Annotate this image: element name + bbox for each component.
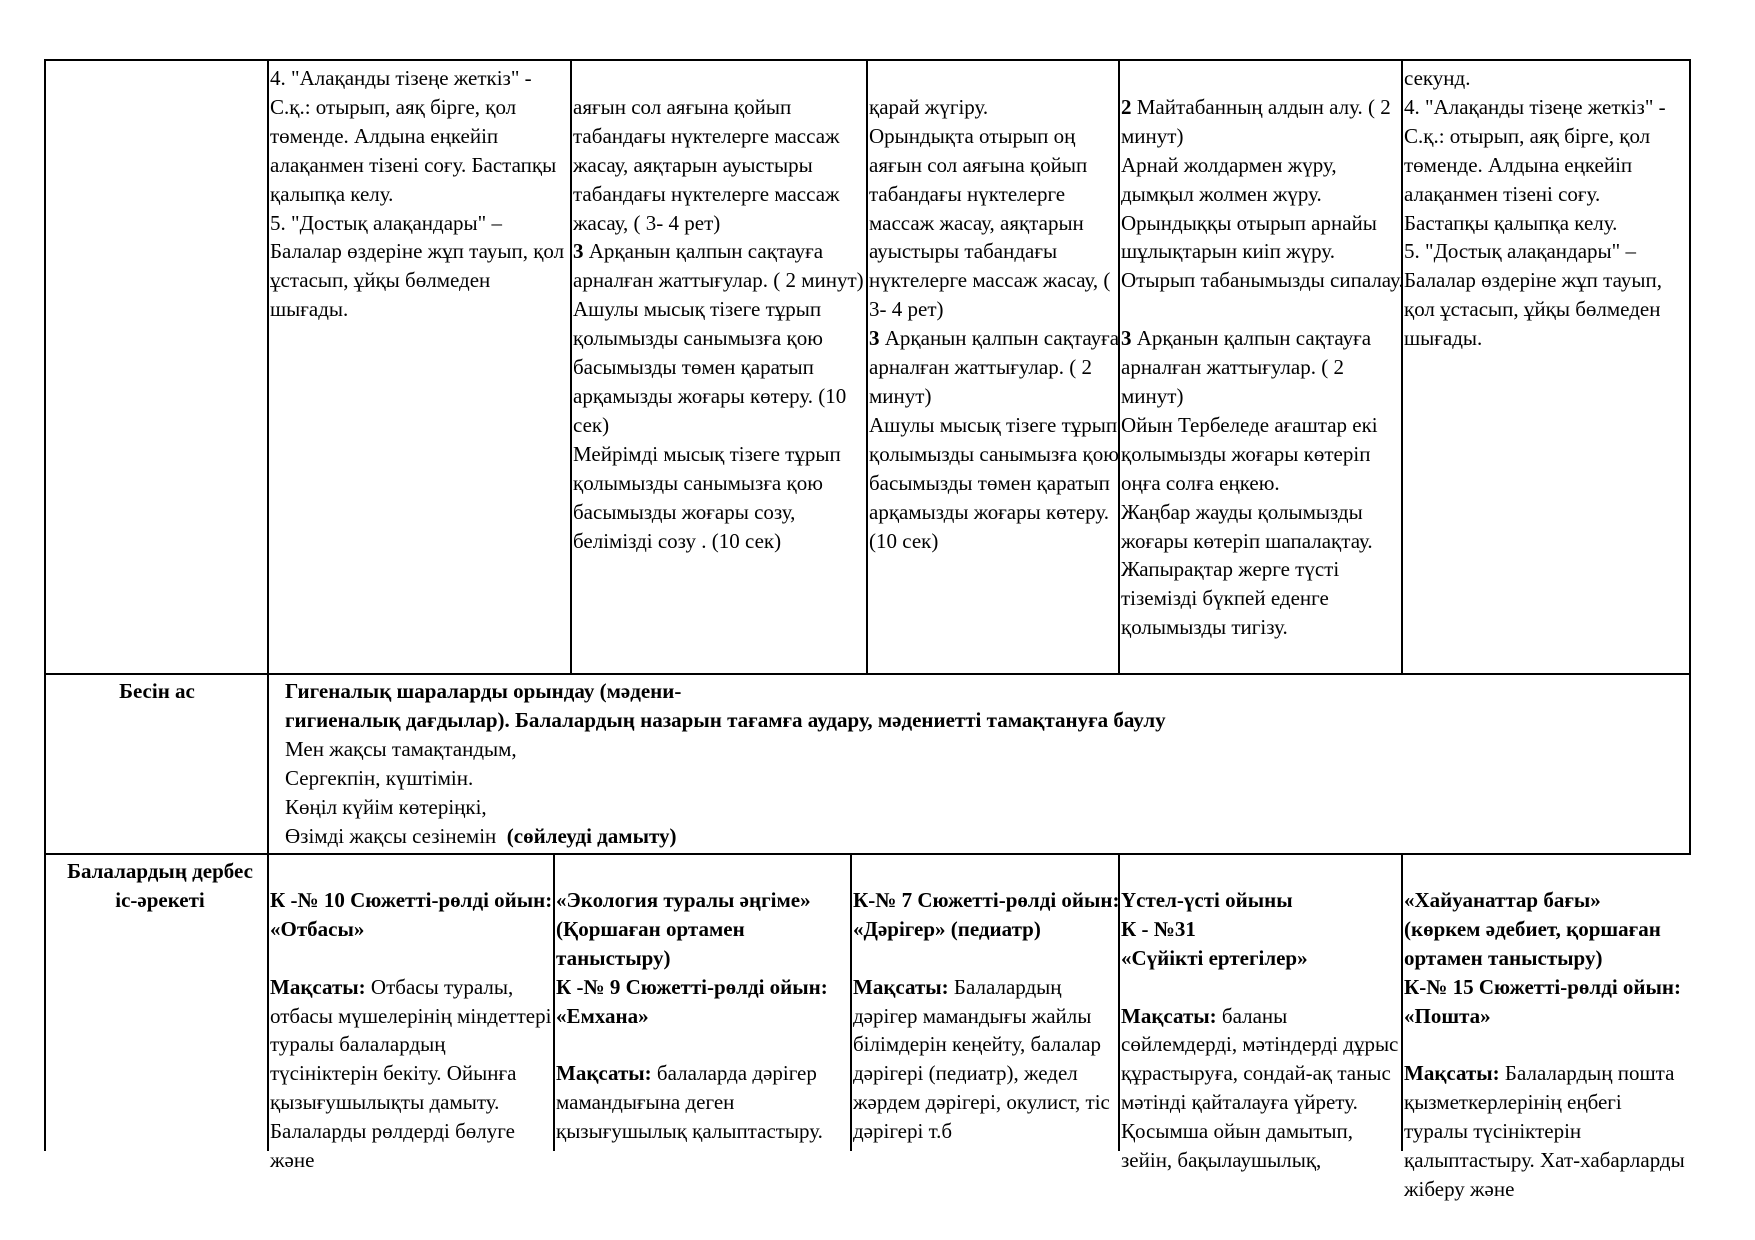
- row3-col1-title: К -№ 10 Сюжетті-рөлді ойын: «Отбасы»: [270, 887, 553, 941]
- row2-bold-line-2: гигиеналық дағдылар). Балалардың назарын тағамға аудару, мәдениетті тамақтануға баулу: [285, 707, 1166, 732]
- row3-col4: [1121, 857, 1404, 1173]
- row3-col2-title: «Экология туралы әңгіме» (Қоршаған ортамен таныстыру) К -№ 9 Сюжетті-рөлді ойын: «Емхана»: [556, 887, 828, 1028]
- goal-label: Мақсаты:: [1121, 1003, 1217, 1028]
- row1-col2-text-a: аяғын сол аяғына қойып табандағы нүктелерге массаж жасау, аяқтарын ауыстыры табандағы нүктелерге массаж жасау, ( 3- 4 рет): [573, 94, 840, 235]
- row3-col2-goal: [556, 1059, 852, 1146]
- row1-col3-text-b: Арқанын қалпын сақтауға арналған жаттығулар. ( 2 минут) Ашулы мысық тізеге тұрып қолымызды санымызға қою басымызды төмен қаратып арқамызды жоғары көтеру. (10 сек): [869, 326, 1120, 553]
- step-number: 3: [573, 239, 584, 264]
- row1-col-divider-1: [570, 59, 572, 675]
- goal-text: Балалардың дәрігер мамандығы жайлы білімдерін кеңейту, балалар дәрігері (педиатр), жедел жәрдем дәрігері, окулист, тіс дәрігері т.б: [853, 974, 1110, 1144]
- goal-label: Мақсаты:: [1404, 1061, 1500, 1086]
- step-number: 2: [1121, 94, 1132, 119]
- row3-col5-goal: [1404, 1059, 1689, 1204]
- row1-col4-block-b: [1121, 324, 1404, 642]
- row2-content: [285, 677, 1685, 853]
- row3-header: Балалардың дербес іс-әрекеті: [67, 859, 253, 912]
- row1-col4-text-a: Майтабанның алдын алу. ( 2 минут) Арнай жолдармен жүру, дымқыл жолмен жүру. Орындыққы отырып арнайы шұлықтарын киіп жүру. Отырып табанымызды сипалау.: [1121, 94, 1404, 293]
- goal-label: Мақсаты:: [853, 974, 949, 999]
- goal-text: балаларда дәрігер мамандығына деген қызығушылық қалыптастыру.: [556, 1061, 823, 1144]
- goal-text: Балалардың пошта қызметкерлерінің еңбегі туралы түсініктерін қалыптастыру. Хат-хабарларды жіберу және: [1404, 1061, 1685, 1201]
- row1-col4-text-b: Арқанын қалпын сақтауға арналған жаттығулар. ( 2 минут) Ойын Тербеледе ағаштар екі қолымызды жоғары көтеріп оңға солға еңкею. Жаңбар жауды қолымызды жоғары көтеріп шапалақтау. Жапырақтар жерге түсті тіземізді бүкпей еденге қолымызды тигізу.: [1121, 326, 1378, 640]
- row1-col2-block-b: [573, 237, 868, 555]
- poem-line-1: Мен жақсы тамақтандым,: [285, 736, 517, 761]
- row1-col4-block-a: [1121, 93, 1404, 295]
- step-number: 3: [1121, 326, 1132, 351]
- step-number: 3: [869, 326, 880, 351]
- goal-text: Отбасы туралы, отбасы мүшелерінің міндеттері туралы балалардың түсініктерін бекіту. Ойынға қызығушылықты дамыту. Балаларды рөлдерді бөлуге және: [270, 974, 552, 1173]
- row1-col4: [1121, 64, 1404, 672]
- row1-col3-text-a: қарай жүгіру. Орындықта отырып оң аяғын сол аяғына қойып табандағы нүктелерге массаж жасау, аяқтарын ауыстыры табандағы нүктелерге массаж жасау, ( 3- 4 рет): [869, 94, 1111, 322]
- poem-line-3: Көңіл күйім көтеріңкі,: [285, 794, 487, 819]
- row1-col2-text-b: Арқанын қалпын сақтауға арналған жаттығулар. ( 2 минут) Ашулы мысық тізеге тұрып қолымызды санымызға қою басымызды төмен қаратып арқамызды жоғары көтеру. (10 сек) Мейрімді мысық тізеге тұрып қолымызды санымызға қою басымызды жоғары созу, белімізді созу . (10 сек): [573, 239, 864, 553]
- row3-col4-title: Үстел-үсті ойыны К - №31 «Сүйікті ертегілер»: [1121, 887, 1308, 970]
- row3-col3-title: К-№ 7 Сюжетті-рөлді ойын: «Дәрігер» (педиатр): [853, 887, 1120, 941]
- row3-col4-goal: [1121, 1002, 1404, 1175]
- table-right-border: [1689, 59, 1691, 855]
- goal-text: баланы сөйлемдерді, мәтіндерді дұрыс құрастыруға, сондай-ақ таныс мәтінді қайталауға үйрету. Қосымша ойын дамытып, зейін, бақылаушылық,: [1121, 1003, 1399, 1173]
- row2-header: Бесін ас: [119, 679, 195, 703]
- row-divider-2: [44, 853, 1691, 855]
- row3-col3: [853, 857, 1121, 1151]
- poem-line-4-text: Өзімді жақсы сезінемін: [285, 823, 507, 848]
- goal-label: Мақсаты:: [556, 1061, 652, 1086]
- row1-col3: [869, 64, 1121, 672]
- goal-label: Мақсаты:: [270, 974, 366, 999]
- row3-col2: [556, 857, 852, 1151]
- poem-line-4: [285, 822, 1685, 851]
- poem-line-2: Сергекпін, күштімін.: [285, 765, 474, 790]
- header-column-border: [267, 59, 269, 1151]
- row3-col5: [1404, 857, 1689, 1201]
- row1-col1-text: 4. "Алақанды тізеңе жеткіз" - С.қ.: отырып, аяқ бірге, қол төменде. Алдына еңкейіп алақанмен тізені соғу. Бастапқы қалыпқа келу. 5. "Достық алақандары" – Балалар өздеріне жұп тауып, қол ұстасып, ұйқы бөлмеден шығады.: [270, 66, 565, 322]
- row1-col2: [573, 64, 868, 672]
- row2-bold-line-1: Гигеналық шараларды орындау (мәдени-: [285, 679, 682, 703]
- table-left-border: [44, 59, 46, 1151]
- row1-col3-block-b: [869, 324, 1121, 555]
- row1-col5-text: секунд. 4. "Алақанды тізеңе жеткіз" - С.қ.: отырып, аяқ бірге, қол төменде. Алдына еңкейіп алақанмен тізені соғу. Бастапқы қалыпқа келу. 5. "Достық алақандары" – Балалар өздеріне жұп тауып, қол ұстасып, ұйқы бөлмеден шығады.: [1404, 66, 1666, 351]
- row3-col1-goal: [270, 973, 555, 1175]
- row3-col3-goal: [853, 973, 1121, 1146]
- poem-line-4-note: (сөйлеуді дамыту): [506, 823, 677, 848]
- row3-col1: [270, 857, 555, 1173]
- row3-col5-title: «Хайуанаттар бағы» (көркем әдебиет, қоршаған ортамен таныстыру) К-№ 15 Сюжетті-рөлді ойын: «Пошта»: [1404, 887, 1681, 1028]
